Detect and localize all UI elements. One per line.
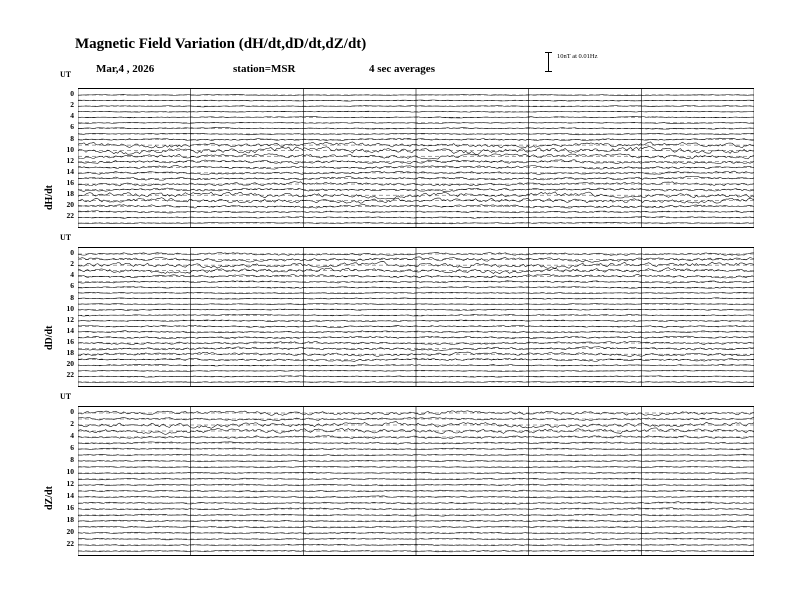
ut-label-dzdt: UT [60,392,72,401]
hour-tick-label: 0 [70,407,74,416]
panel-dhdt [78,88,754,228]
plot-area-dhdt [78,89,754,227]
page-title: Magnetic Field Variation (dH/dt,dD/dt,dZ/dt) [75,36,367,52]
hour-tick-label: 18 [66,515,74,524]
hour-tick-label: 14 [66,166,74,176]
trace-canvas-dZ-dt [78,407,754,555]
axis-label-dzdt: dZ/dt [44,486,55,510]
hour-tick-label: 14 [66,491,74,500]
hour-tick-label: 18 [66,189,74,199]
hour-tick-label: 16 [66,503,74,512]
hour-tick-label: 8 [70,133,74,143]
hour-tick-label: 2 [70,100,74,110]
scale-bar-line [548,52,549,72]
hour-tick-label: 12 [66,155,74,165]
subtitle-averaging: 4 sec averages [369,63,435,75]
hour-tick-label: 0 [70,89,74,98]
axis-label-dddt: dD/dt [44,325,55,350]
plot-area-dddt [78,248,754,386]
hour-tick-label: 20 [66,527,74,536]
hour-tick-label: 10 [66,467,74,476]
hour-tick-label: 10 [66,303,74,313]
trace-canvas-dD-dt [78,248,754,386]
hour-tick-label: 6 [70,443,74,452]
subtitle-date: Mar,4 , 2026 [96,63,155,75]
panel-dddt [78,247,754,387]
hour-tick-label: 4 [70,431,74,440]
plot-area-dzdt [78,407,754,555]
hour-tick-label: 20 [66,359,74,369]
hour-tick-label: 12 [66,314,74,324]
hour-tick-label: 12 [66,479,74,488]
hour-tick-label: 18 [66,348,74,358]
hour-tick-label: 14 [66,325,74,335]
hour-tick-label: 4 [70,270,74,280]
subtitle-station: station=MSR [233,63,296,75]
hour-tick-label: 22 [66,370,74,380]
hour-tick-label: 6 [70,281,74,291]
hour-tick-label: 6 [70,122,74,132]
hour-tick-label: 8 [70,292,74,302]
hour-tick-label: 8 [70,455,74,464]
scale-bar-label: 10nT at 0.01Hz [557,53,598,60]
hour-tick-label: 4 [70,111,74,121]
hour-tick-label: 16 [66,337,74,347]
panel-dzdt [78,406,754,556]
hour-tick-label: 2 [70,419,74,428]
ut-label-top: UT [60,70,72,79]
hour-tick-label: 22 [66,539,74,548]
ut-label-dddt: UT [60,233,72,242]
scale-bar-bottom-cap [545,71,552,72]
hour-tick-label: 16 [66,178,74,188]
scale-bar [545,52,601,74]
hour-tick-label: 0 [70,248,74,257]
hour-tick-label: 2 [70,259,74,269]
hour-tick-label: 20 [66,200,74,210]
hour-tick-label: 22 [66,211,74,221]
hour-tick-label: 10 [66,144,74,154]
axis-label-dhdt: dH/dt [44,184,55,210]
trace-canvas-dH-dt [78,89,754,227]
